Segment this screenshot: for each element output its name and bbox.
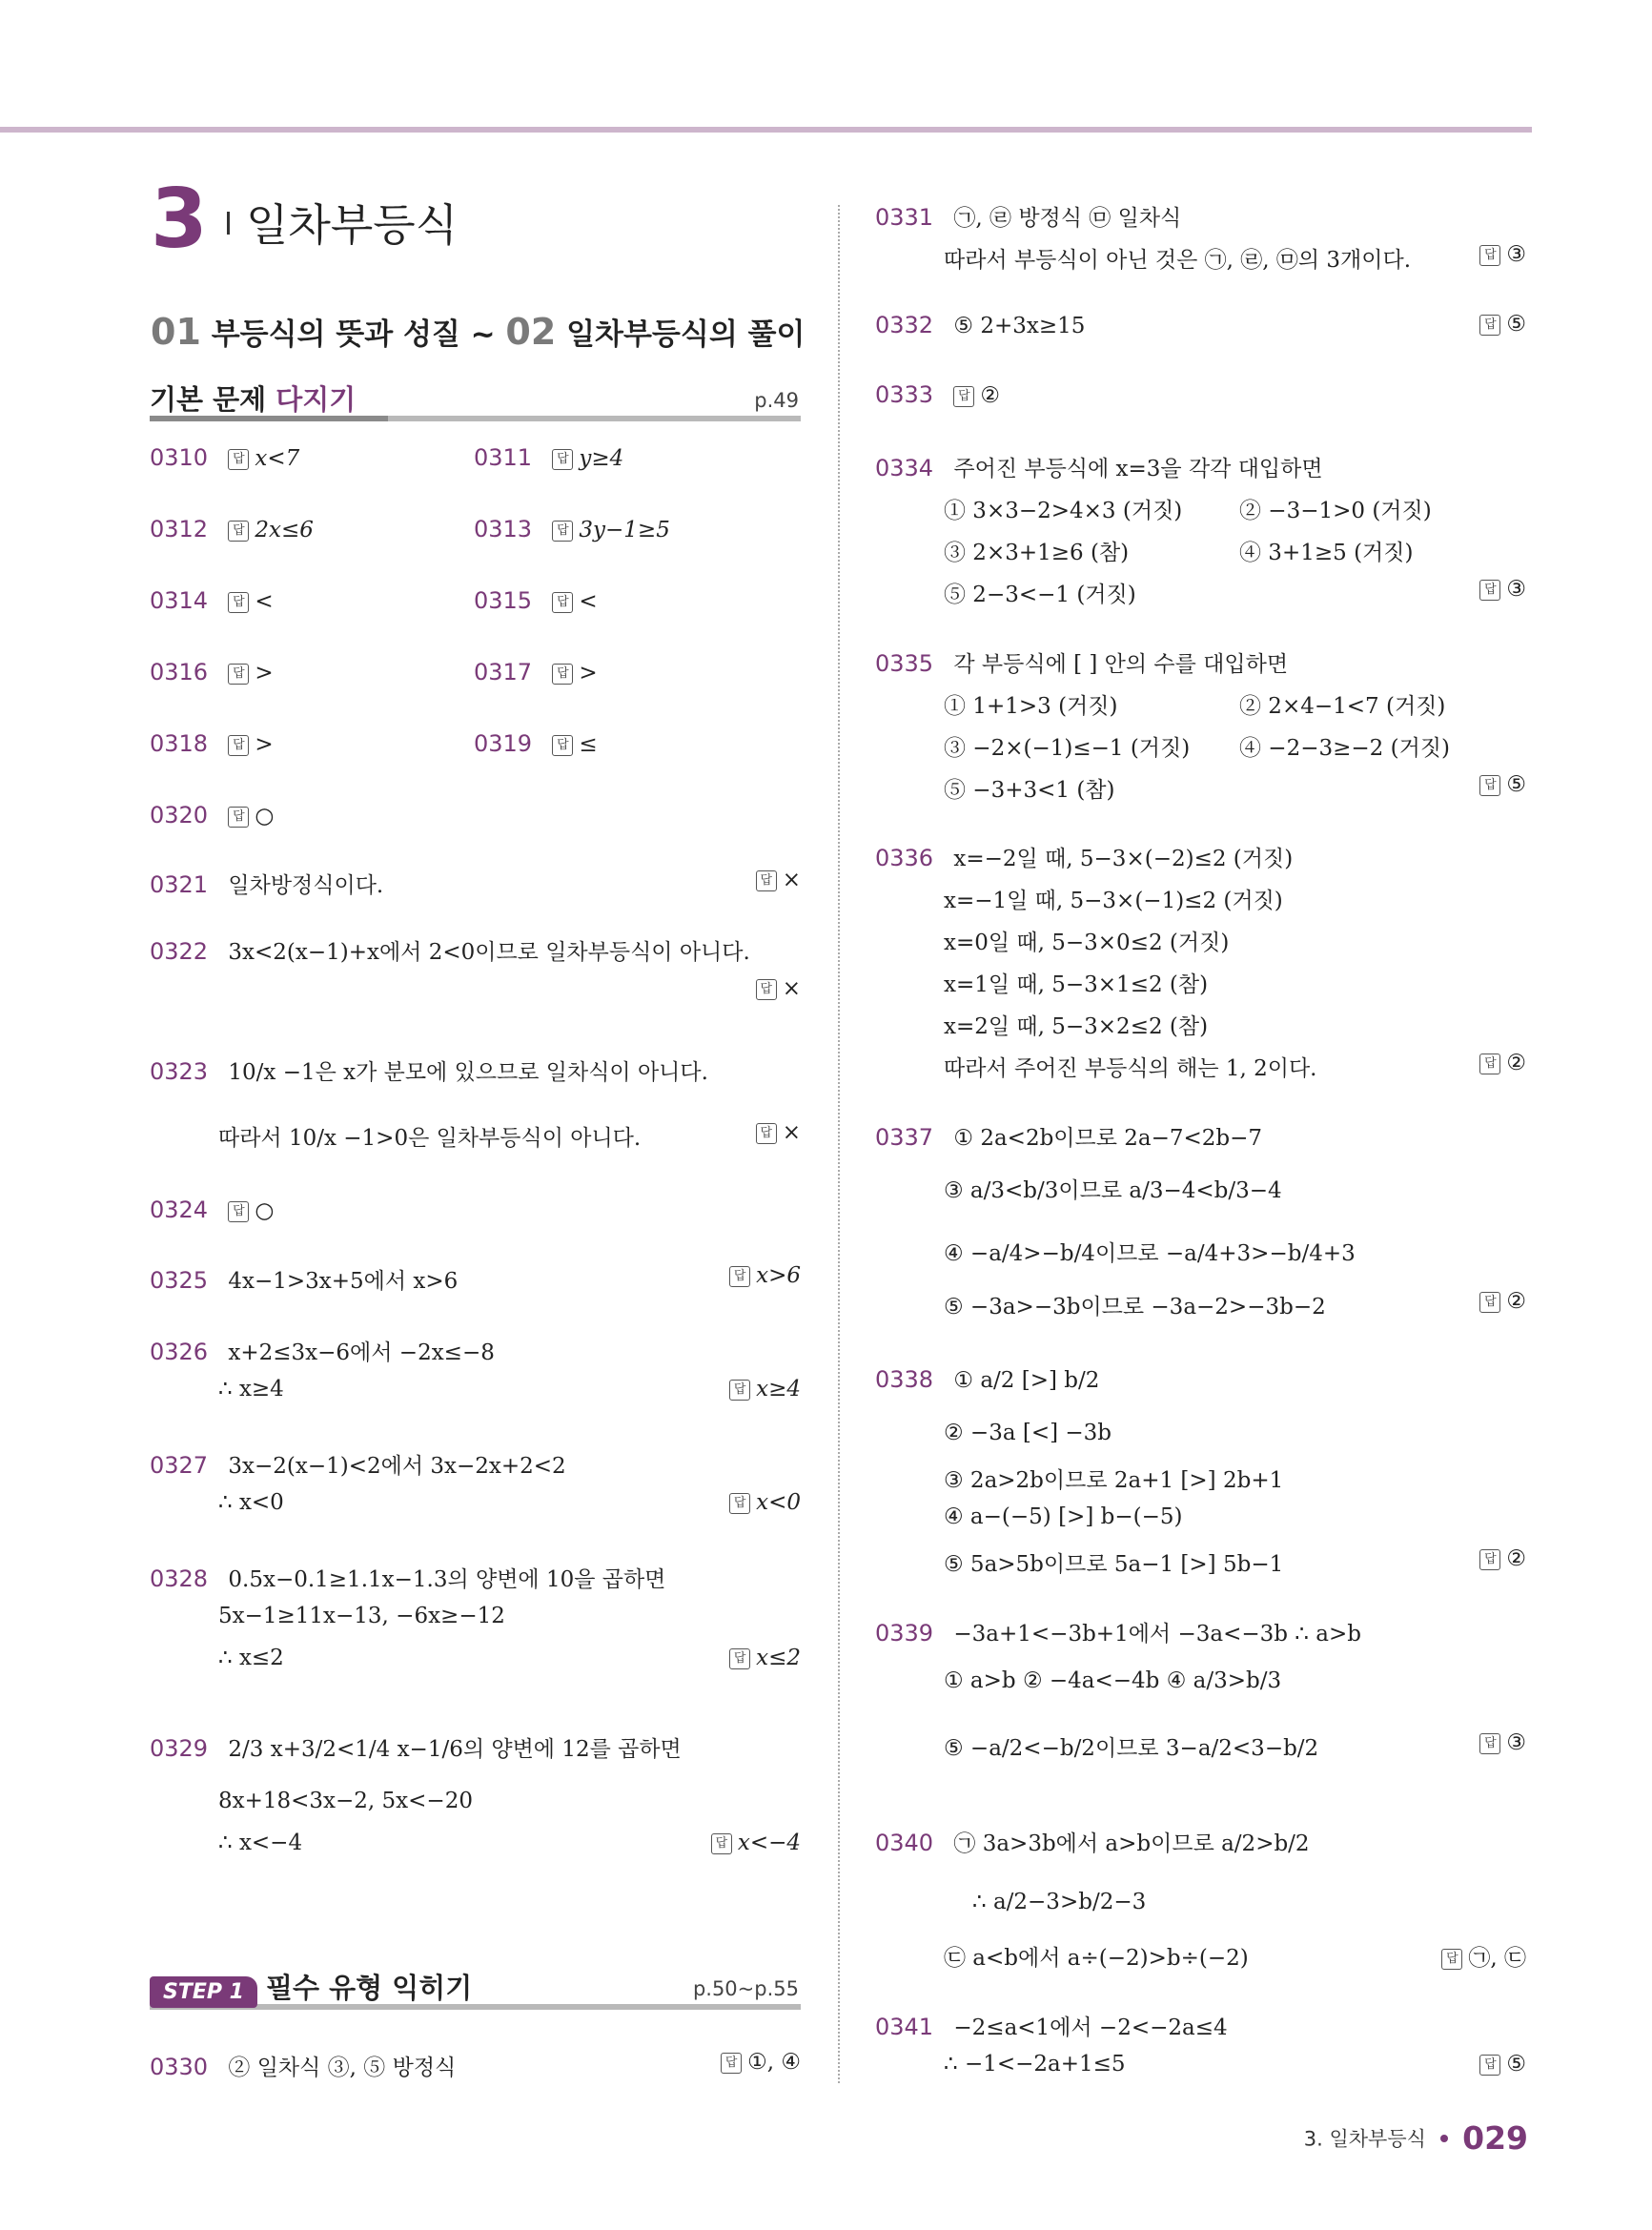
answer-0330: 답 ①, ④	[150, 2050, 801, 2075]
answer-mark-icon: 답	[1479, 1292, 1500, 1313]
section-title	[151, 310, 805, 353]
answer-mark-icon: 답	[228, 449, 249, 470]
answer-0329: 답 x<−4	[150, 1831, 801, 1855]
problem-0339-line3: ⑤ −a/2<−b/2이므로 3−a/2<3−b/2	[944, 1736, 1319, 1761]
answer-mark-icon: 답	[1479, 1733, 1500, 1754]
step-band-page: p.50~p.55	[692, 1977, 799, 2000]
problem-0338-line2: ② −3a [<] −3b	[944, 1421, 1112, 1445]
answer-0327: 답 x<0	[150, 1490, 801, 1515]
answer-mark-icon: 답	[1479, 245, 1500, 266]
answer-mark-icon: 답	[228, 592, 249, 613]
problem-0331: 0331 ㉠, ㉣ 방정식 ㉤ 일차식	[875, 204, 1182, 231]
answer-mark-icon: 답	[228, 735, 249, 756]
top-divider	[0, 127, 1532, 133]
answer-mark-icon: 답	[1479, 2055, 1500, 2076]
answer-mark-icon: 답	[953, 386, 974, 407]
problem-0341-line2: ∴ −1<−2a+1≤5	[944, 2052, 1126, 2077]
problem-0325: 0325 4x−1>3x+5에서 x>6	[150, 1267, 459, 1294]
answer-mark-icon: 답	[1479, 1549, 1500, 1570]
answer-0334: 답 ③	[875, 577, 1526, 602]
answer-0325: 답 x>6	[150, 1263, 801, 1288]
answer-mark-icon: 답	[552, 592, 573, 613]
answer-0332: 답 ⑤	[875, 312, 1526, 337]
step-band-title: 필수 유형 익히기	[266, 1972, 473, 2004]
page-footer	[1304, 2119, 1528, 2157]
problem-0334-opt3: ③ 2×3+1≥6 (참)	[944, 541, 1130, 565]
problem-0334-opt4: ④ 3+1≥5 (거짓)	[1239, 541, 1414, 565]
footer-chapter: 3. 일차부등식	[1303, 2127, 1426, 2151]
answer-0337: 답 ②	[875, 1289, 1526, 1314]
answer-mark-icon: 답	[756, 870, 777, 891]
problem-0313: 0313 답 3y−1≥5	[474, 516, 670, 542]
problem-0335-opt5: ⑤ −3+3<1 (참)	[944, 778, 1115, 803]
problem-0329-line3: ∴ x<−4	[218, 1831, 303, 1855]
answer-mark-icon: 답	[729, 1266, 750, 1287]
problem-0338-line5: ⑤ 5a>5b이므로 5a−1 [>] 5b−1	[944, 1552, 1284, 1577]
problem-0328: 0328 0.5x−0.1≥1.1x−1.3의 양변에 10을 곱하면	[150, 1565, 666, 1592]
section-b-title: 일차부등식의 풀이	[566, 317, 806, 352]
answer-0331: 답 ③	[875, 242, 1526, 267]
problem-0336-line3: x=0일 때, 5−3×0≤2 (거짓)	[944, 931, 1230, 955]
problem-0318: 0318 답 >	[150, 730, 274, 757]
problem-0327-line2: ∴ x<0	[218, 1490, 284, 1515]
chapter-separator	[227, 212, 230, 235]
problem-0326-line2: ∴ x≥4	[218, 1377, 284, 1401]
answer-mark-icon: 답	[1479, 1054, 1500, 1074]
problem-0336-line4: x=1일 때, 5−3×1≤2 (참)	[944, 972, 1209, 997]
section-b-number: 02	[505, 311, 557, 353]
problem-0334-opt5: ⑤ 2−3<−1 (거짓)	[944, 583, 1136, 607]
step-badge: STEP 1	[150, 1976, 257, 2008]
problem-0339: 0339 −3a+1<−3b+1에서 −3a<−3b ∴ a>b	[875, 1620, 1361, 1647]
answer-mark-icon: 답	[228, 1201, 249, 1222]
problem-0341: 0341 −2≤a<1에서 −2<−2a≤4	[875, 2014, 1228, 2040]
problem-0337: 0337 ① 2a<2b이므로 2a−7<2b−7	[875, 1124, 1263, 1151]
problem-0333: 0333 답 ②	[875, 381, 1001, 408]
answer-0341: 답 ⑤	[875, 2052, 1526, 2077]
problem-0322: 0322 3x<2(x−1)+x에서 2<0이므로 일차부등식이 아니다.	[150, 938, 750, 965]
problem-0327: 0327 3x−2(x−1)<2에서 3x−2x+2<2	[150, 1452, 566, 1479]
answer-0323: 답 ×	[150, 1120, 801, 1145]
answer-mark-icon: 답	[552, 735, 573, 756]
answer-0335: 답 ⑤	[875, 772, 1526, 797]
problem-0323-line2: 따라서 10/x −1>0은 일차부등식이 아니다.	[218, 1126, 642, 1151]
answer-mark-icon: 답	[228, 664, 249, 685]
problem-0329-line2: 8x+18<3x−2, 5x<−20	[218, 1789, 473, 1813]
problem-0317: 0317 답 >	[474, 659, 598, 685]
answer-mark-icon: 답	[721, 2053, 742, 2074]
problem-0340-line3: ㉢ a<b에서 a÷(−2)>b÷(−2)	[944, 1946, 1249, 1971]
problem-0337-line2: ③ a/3<b/3이므로 a/3−4<b/3−4	[944, 1178, 1282, 1203]
problem-0334: 0334 주어진 부등식에 x=3을 각각 대입하면	[875, 455, 1323, 481]
problem-0331-line2: 따라서 부등식이 아닌 것은 ㉠, ㉣, ㉤의 3개이다.	[944, 248, 1412, 273]
footer-bullet-icon	[1440, 2135, 1448, 2142]
step1-band	[150, 1966, 801, 2010]
basic-problems-band	[150, 378, 801, 421]
chapter-title: 일차부등식	[246, 199, 459, 251]
page-number: 029	[1462, 2119, 1528, 2157]
problem-0339-line2: ① a>b ② −4a<−4b ④ a/3>b/3	[944, 1668, 1282, 1693]
answer-mark-icon: 답	[729, 1380, 750, 1401]
answer-mark-icon: 답	[729, 1493, 750, 1514]
answer-0336: 답 ②	[875, 1051, 1526, 1075]
problem-0328-line2: 5x−1≥11x−13, −6x≥−12	[218, 1604, 505, 1628]
problem-0321: 0321 일차방정식이다. 답 ×	[150, 868, 801, 898]
problem-0338-line4: ④ a−(−5) [>] b−(−5)	[944, 1504, 1183, 1529]
basic-band-title: 기본 문제 다지기	[150, 383, 357, 416]
answer-mark-icon: 답	[711, 1833, 732, 1854]
answer-0340: 답 ㉠, ㉢	[875, 1940, 1526, 1972]
answer-0322: 답 ×	[150, 976, 801, 1001]
problem-0336-line2: x=−1일 때, 5−3×(−1)≤2 (거짓)	[944, 889, 1283, 913]
answer-mark-icon: 답	[1479, 775, 1500, 796]
problem-0338: 0338 ① a/2 [>] b/2	[875, 1366, 1100, 1393]
problem-0314: 0314 답 <	[150, 587, 274, 614]
problem-0340: 0340 ㉠ 3a>3b에서 a>b이므로 a/2>b/2	[875, 1830, 1310, 1856]
answer-mark-icon: 답	[552, 521, 573, 542]
problem-0336-line5: x=2일 때, 5−3×2≤2 (참)	[944, 1014, 1209, 1039]
problem-0319: 0319 답 ≤	[474, 730, 598, 757]
problem-0323: 0323 10/x −1은 x가 분모에 있으므로 일차식이 아니다.	[150, 1058, 708, 1085]
answer-mark-icon: 답	[729, 1648, 750, 1669]
problem-0340-line2: ∴ a/2−3>b/2−3	[972, 1890, 1147, 1914]
problem-0335-opt1: ① 1+1>3 (거짓)	[944, 694, 1118, 719]
problem-0330: 0330 ② 일차식 ③, ⑤ 방정식	[150, 2054, 457, 2080]
basic-band-page: p.49	[754, 389, 799, 412]
answer-0328: 답 x≤2	[150, 1646, 801, 1670]
problem-0337-line3: ④ −a/4>−b/4이므로 −a/4+3>−b/4+3	[944, 1241, 1356, 1266]
answer-mark-icon: 답	[1441, 1949, 1462, 1970]
answer-mark-icon: 답	[756, 1123, 777, 1144]
answer-mark-icon: 답	[552, 449, 573, 470]
problem-0315: 0315 답 <	[474, 587, 598, 614]
problem-0329: 0329 2/3 x+3/2<1/4 x−1/6의 양변에 12를 곱하면	[150, 1735, 682, 1762]
problem-0338-line3: ③ 2a>2b이므로 2a+1 [>] 2b+1	[944, 1468, 1284, 1493]
answer-mark-icon: 답	[552, 664, 573, 685]
column-divider	[838, 205, 840, 2083]
problem-0328-line3: ∴ x≤2	[218, 1646, 284, 1670]
problem-0335-opt3: ③ −2×(−1)≤−1 (거짓)	[944, 736, 1191, 761]
problem-0310: 0310 답 x<7	[150, 444, 300, 471]
problem-0316: 0316 답 >	[150, 659, 274, 685]
answer-mark-icon: 답	[1479, 315, 1500, 336]
problem-0336: 0336 x=−2일 때, 5−3×(−2)≤2 (거짓)	[875, 845, 1294, 871]
answer-0338: 답 ②	[875, 1546, 1526, 1571]
problem-0312: 0312 답 2x≤6	[150, 516, 314, 542]
answer-mark-icon: 답	[1479, 580, 1500, 601]
problem-0334-opt1: ① 3×3−2>4×3 (거짓)	[944, 499, 1183, 523]
problem-0332: 0332 ⑤ 2+3x≥15	[875, 312, 1086, 338]
section-a-number: 01	[151, 311, 201, 353]
answer-mark-icon: 답	[228, 521, 249, 542]
problem-0320: 0320 답 ○	[150, 802, 275, 829]
answer-mark-icon: 답	[228, 807, 249, 828]
problem-0337-line4: ⑤ −3a>−3b이므로 −3a−2>−3b−2	[944, 1295, 1326, 1320]
answer-0339: 답 ③	[875, 1730, 1526, 1755]
answer-0326: 답 x≥4	[150, 1377, 801, 1401]
problem-0335: 0335 각 부등식에 [ ] 안의 수를 대입하면	[875, 650, 1289, 677]
problem-0336-line6: 따라서 주어진 부등식의 해는 1, 2이다.	[944, 1056, 1317, 1081]
problem-0311: 0311 답 y≥4	[474, 444, 624, 471]
problem-0335-opt2: ② 2×4−1<7 (거짓)	[1239, 694, 1446, 719]
chapter-number: 3	[151, 172, 208, 267]
section-a-title: 부등식의 뜻과 성질 ~	[211, 317, 496, 352]
problem-0324: 0324 답 ○	[150, 1197, 275, 1223]
problem-0334-opt2: ② −3−1>0 (거짓)	[1239, 499, 1432, 523]
problem-0335-opt4: ④ −2−3≥−2 (거짓)	[1239, 736, 1450, 761]
answer-mark-icon: 답	[756, 979, 777, 1000]
problem-0326: 0326 x+2≤3x−6에서 −2x≤−8	[150, 1339, 495, 1365]
